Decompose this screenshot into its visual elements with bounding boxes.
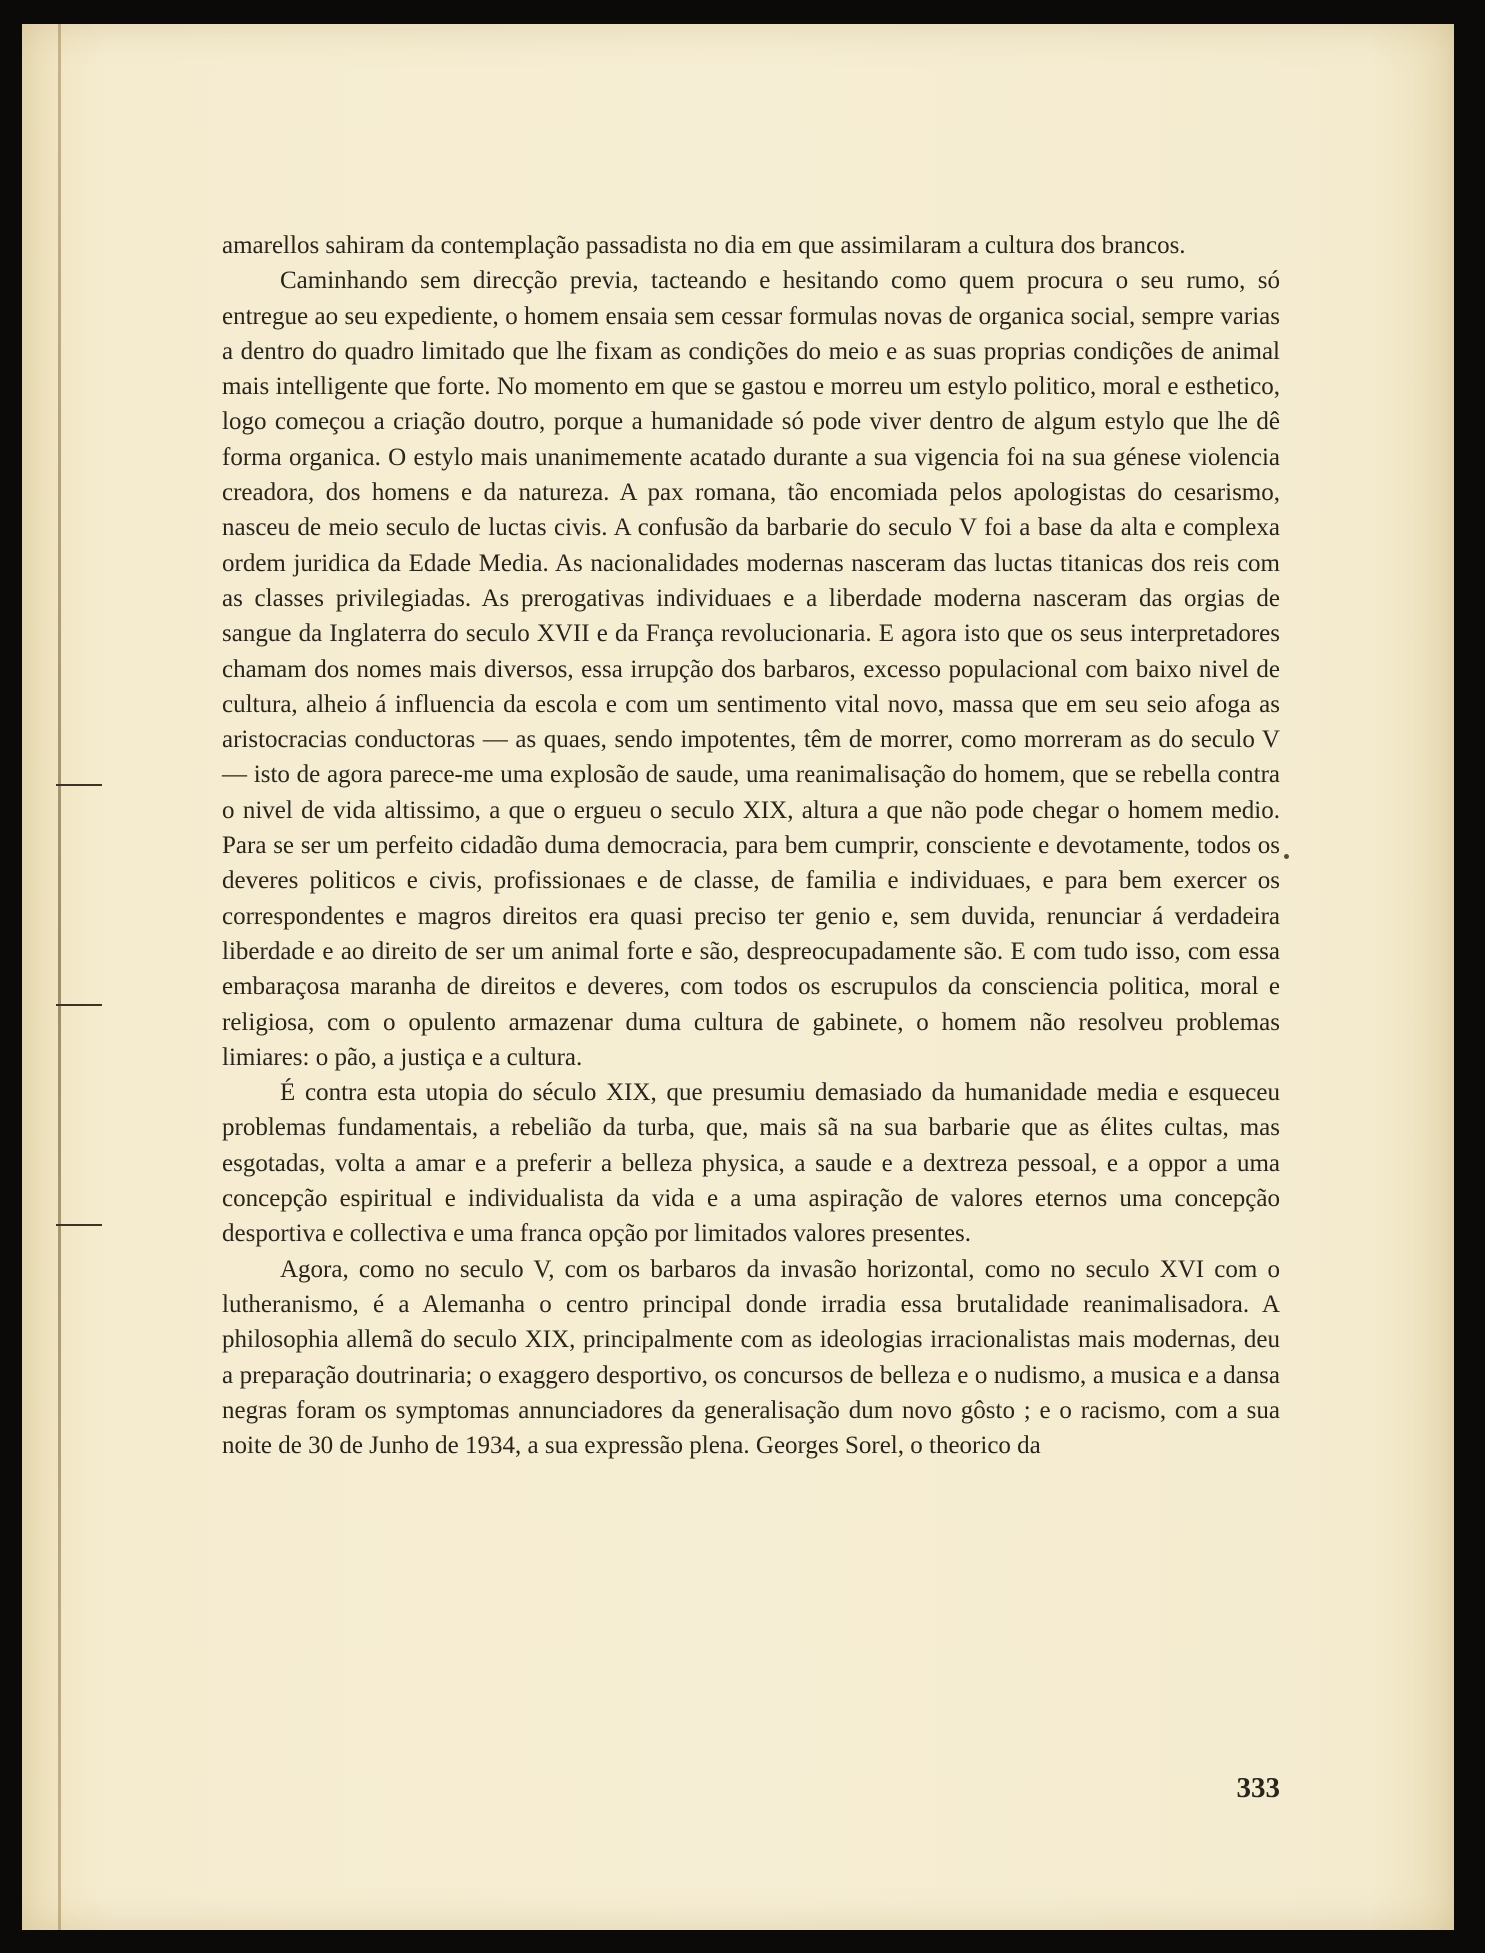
margin-mark	[56, 1224, 102, 1226]
binding-gutter	[58, 24, 61, 1930]
body-text	[222, 228, 1280, 1463]
paragraph: É contra esta utopia do século XIX, que presumiu demasiado da humanidade media e esqueceu problemas fundamentais, a rebelião da turba, que, mais sã na sua barbarie que as élites cultas, mas esgotadas, volta a amar e a preferir a belleza physica, a saude e a dextreza pessoal, e a oppor a uma concepção espiritual e individualista da vida e a uma aspiração de valores eternos uma concepção desportiva e collectiva e uma franca opção por limitados valores presentes.	[222, 1079, 1280, 1248]
margin-mark	[56, 1004, 102, 1006]
paragraph: amarellos sahiram da contemplação passadista no dia em que assimilaram a cultura dos brancos.	[222, 232, 1186, 259]
paper-speck	[1284, 854, 1289, 859]
page-number: 333	[1236, 1772, 1280, 1804]
paragraph: Agora, como no seculo V, com os barbaros da invasão horizontal, como no seculo XVI com o lutheranismo, é a Alemanha o centro principal donde irradia essa brutalidade reanimalisadora. A philosophia allemã do seculo XIX, principalmente com as ideologias irracionalistas mais modernas, deu a preparação doutrinaria; o exaggero desportivo, os concursos de belleza e o nudismo, a musica e a dansa negras foram os symptomas annunciadores da generalisação dum novo gôsto ; e o racismo, com a sua noite de 30 de Junho de 1934, a sua expressão plena. Georges Sorel, o theorico da	[222, 1255, 1280, 1460]
paragraph: Caminhando sem direcção previa, tacteando e hesitando como quem procura o seu rumo, só entregue ao seu expediente, o homem ensaia sem cessar formulas novas de organica social, sempre varias a dentro do quadro limitado que lhe fixam as condições do meio e as suas proprias condições de animal mais intelligente que forte. No momento em que se gastou e morreu um estylo politico, moral e esthetico, logo começou a criação doutro, porque a humanidade só pode viver dentro de algum estylo que lhe dê forma organica. O estylo mais unanimemente acatado durante a sua vigencia foi na sua génese violencia creadora, dos homens e da natureza. A pax romana, tão encomiada pelos apologistas do cesarismo, nasceu de meio seculo de luctas civis. A confusão da barbarie do seculo V foi a base da alta e complexa ordem juridica da Edade Media. As nacionalidades modernas nasceram das luctas titanicas dos reis com as classes privilegiadas. As prerogativas individuaes e a liberdade moderna nasceram das orgias de sangue da Inglaterra do seculo XVII e da França revolucionaria. E agora isto que os seus interpretadores chamam dos nomes mais diversos, essa irrupção dos barbaros, excesso populacional com baixo nivel de cultura, alheio á influencia da escola e com um sentimento vital novo, massa que em seu seio afoga as aristocracias conductoras — as quaes, sendo impotentes, têm de morrer, como morreram as do seculo V — isto de agora parece-me uma explosão de saude, uma reanimalisação do homem, que se rebella contra o nivel de vida altissimo, a que o ergueu o seculo XIX, altura a que não pode chegar o homem medio. Para se ser um perfeito cidadão duma democracia, para bem cumprir, consciente e devotamente, todos os deveres politicos e civis, profissionaes e de classe, de familia e individuaes, e para bem exercer os correspondentes e magros direitos era quasi preciso ter genio e, sem duvida, renunciar á verdadeira liberdade e ao direito de ser um animal forte e são, despreocupadamente são. E com tudo isso, com essa embaraçosa maranha de direitos e deveres, com todos os escrupulos da consciencia politica, moral e religiosa, com o opulento armazenar duma cultura de gabinete, o homem não resolveu problemas limiares: o pão, a justiça e a cultura.	[222, 267, 1280, 1071]
book-page	[22, 24, 1454, 1930]
margin-mark	[56, 784, 102, 786]
